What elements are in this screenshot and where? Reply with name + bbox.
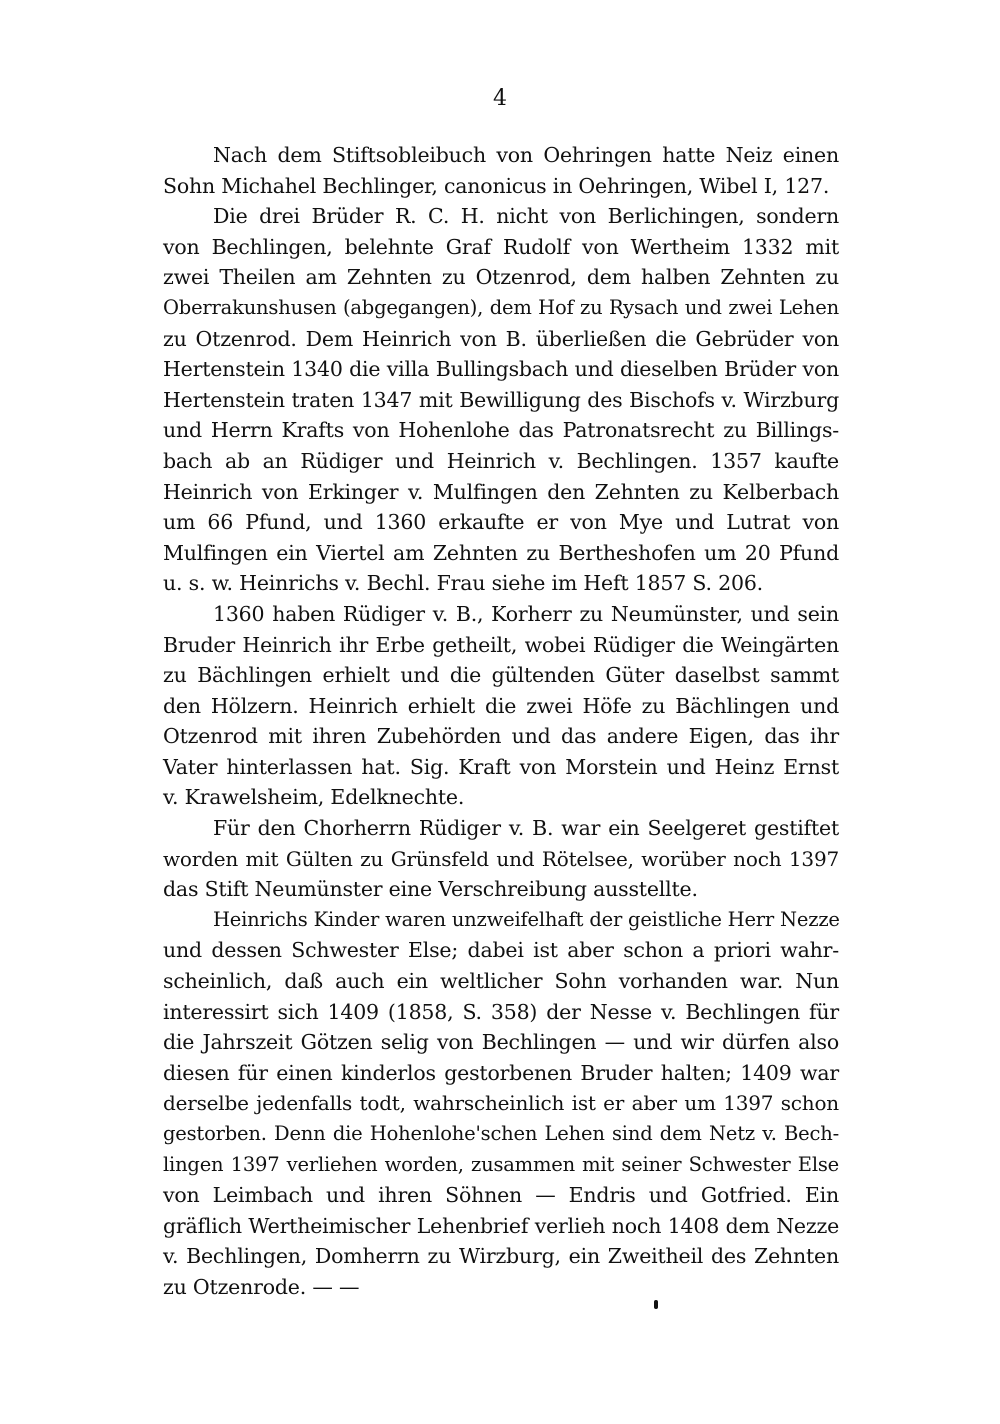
text-line: das Stift Neumünster eine Verschreibung ausstellte. xyxy=(163,877,698,902)
text-line: 1360 haben Rüdiger v. B., Korherr zu Neumünster, und sein xyxy=(213,601,839,626)
text-line: Sohn Michahel Bechlinger, canonicus in Oehringen, Wibel I, 127. xyxy=(163,173,830,198)
text-line: und dessen Schwester Else; dabei ist aber schon a priori wahr- xyxy=(163,938,839,963)
text-line: die Jahrszeit Götzen selig von Bechlingen — und wir dürfen also xyxy=(163,1030,839,1055)
text-line: Heinrich von Erkinger v. Mulfingen den Zehnten zu Kelberbach xyxy=(163,479,839,504)
text-line: derselbe jedenfalls todt, wahrscheinlich ist er aber um 1397 schon xyxy=(163,1091,839,1116)
text-line: Für den Chorherrn Rüdiger v. B. war ein Seelgeret gestiftet xyxy=(213,816,839,841)
text-line: zu Otzenrode. — — xyxy=(163,1274,360,1299)
text-line: Hertenstein traten 1347 mit Bewilligung des Bischofs v. Wirzburg xyxy=(163,387,839,412)
text-line: um 66 Pfund, und 1360 erkaufte er von Mye und Lutrat von xyxy=(163,510,839,535)
ink-mark xyxy=(654,1300,658,1309)
text-line: zu Bächlingen erhielt und die gültenden Güter daselbst sammt xyxy=(163,663,839,688)
text-line: gestorben. Denn die Hohenlohe'schen Lehen sind dem Netz v. Bech- xyxy=(163,1122,839,1145)
text-line: u. s. w. Heinrichs v. Bechl. Frau siehe im Heft 1857 S. 206. xyxy=(163,571,763,596)
text-line: lingen 1397 verliehen worden, zusammen mit seiner Schwester Else xyxy=(163,1152,839,1176)
text-line: v. Bechlingen, Domherrn zu Wirzburg, ein Zweitheil des Zehnten xyxy=(163,1244,839,1269)
text-line: v. Krawelsheim, Edelknechte. xyxy=(163,785,465,810)
text-line: Nach dem Stiftsobleibuch von Oehringen hatte Neiz einen xyxy=(213,143,839,167)
text-line: worden mit Gülten zu Grünsfeld und Rötelsee, worüber noch 1397 xyxy=(163,846,839,871)
text-line: bach ab an Rüdiger und Heinrich v. Bechlingen. 1357 kaufte xyxy=(163,448,839,473)
text-line: Bruder Heinrich ihr Erbe getheilt, wobei Rüdiger die Weingärten xyxy=(163,632,839,657)
text-line: Otzenrod mit ihren Zubehörden und das andere Eigen, das ihr xyxy=(163,724,839,749)
text-line: zu Otzenrod. Dem Heinrich von B. überließen die Gebrüder von xyxy=(163,326,839,351)
page-number: 4 xyxy=(493,86,507,111)
text-line: von Leimbach und ihren Söhnen — Endris und Gotfried. Ein xyxy=(163,1183,839,1208)
text-line: zwei Theilen am Zehnten zu Otzenrod, dem halben Zehnten zu xyxy=(163,265,839,290)
text-line: und Herrn Krafts von Hohenlohe das Patronatsrecht zu Billings- xyxy=(163,418,839,443)
text-line: interessirt sich 1409 (1858, S. 358) der Nesse v. Bechlingen für xyxy=(163,999,839,1024)
text-line: Die drei Brüder R. C. H. nicht von Berlichingen, sondern xyxy=(213,204,839,229)
text-line: Oberrakunshusen (abgegangen), dem Hof zu Rysach und zwei Lehen xyxy=(163,295,839,319)
text-line: den Hölzern. Heinrich erhielt die zwei Höfe zu Bächlingen und xyxy=(163,693,839,718)
text-line: von Bechlingen, belehnte Graf Rudolf von Wertheim 1332 mit xyxy=(163,234,839,259)
text-line: scheinlich, daß auch ein weltlicher Sohn vorhanden war. Nun xyxy=(163,969,839,994)
text-line: Mulfingen ein Viertel am Zehnten zu Bertheshofen um 20 Pfund xyxy=(163,540,839,565)
text-line: diesen für einen kinderlos gestorbenen Bruder halten; 1409 war xyxy=(163,1060,839,1085)
body-text xyxy=(163,140,839,1303)
text-line: gräflich Wertheimischer Lehenbrief verlieh noch 1408 dem Nezze xyxy=(163,1213,839,1238)
text-line: Heinrichs Kinder waren unzweifelhaft der geistliche Herr Nezze xyxy=(213,907,840,931)
text-line: Vater hinterlassen hat. Sig. Kraft von Morstein und Heinz Ernst xyxy=(163,754,839,779)
text-line: Hertenstein 1340 die villa Bullingsbach und dieselben Brüder von xyxy=(163,357,839,382)
